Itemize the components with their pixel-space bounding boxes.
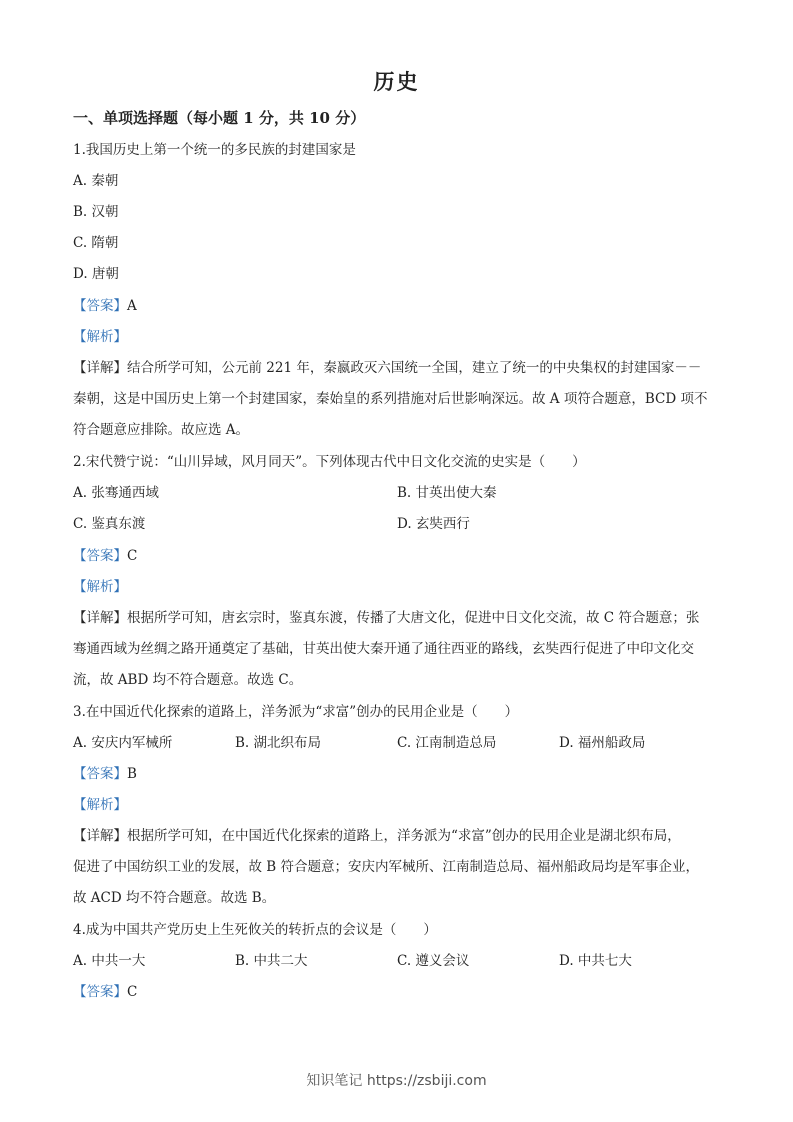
question-2-stem: 2.宋代赞宁说：“山川异域，风月同天”。下列体现古代中日文化交流的史实是（ ） xyxy=(73,454,586,470)
answer-tag: 【答案】 xyxy=(73,298,127,314)
question-1-detail-line-1 xyxy=(73,358,723,378)
detail-tag: 【详解】 xyxy=(73,828,127,844)
question-3-detail-line-2: 促进了中国纺织工业的发展，故 B 符合题意；安庆内军械所、江南制造总局、福州船政局均是军事企业， xyxy=(73,859,700,875)
question-1-stem: 1.我国历史上第一个统一的多民族的封建国家是 xyxy=(73,142,356,158)
question-4-option-d: D. 中共七大 xyxy=(559,953,632,969)
question-2-option-d: D. 玄奘西行 xyxy=(397,516,470,532)
answer-tag: 【答案】 xyxy=(73,984,127,1000)
question-3-option-a: A. 安庆内军械所 xyxy=(73,735,173,751)
answer-value: A xyxy=(127,298,137,314)
question-2-detail-line-1 xyxy=(73,608,723,628)
question-2-option-c: C. 鉴真东渡 xyxy=(73,516,146,532)
question-3-analysis-tag: 【解析】 xyxy=(73,797,127,813)
question-3-option-b: B. 湖北织布局 xyxy=(235,735,322,751)
answer-value: C xyxy=(127,984,138,1000)
question-2-detail-line-2: 骞通西域为丝绸之路开通奠定了基础，甘英出使大秦开通了通往西亚的路线，玄奘西行促进了中印文化交 xyxy=(73,641,694,657)
detail-text: 根据所学可知，唐玄宗时，鉴真东渡，传播了大唐文化，促进中日文化交流，故 C 符合题意；张 xyxy=(127,610,700,626)
question-1-option-d: D. 唐朝 xyxy=(73,266,119,282)
question-1-answer xyxy=(73,296,723,316)
footer-watermark: 知识笔记 https://zsbiji.com xyxy=(306,1073,487,1089)
question-2-analysis-tag: 【解析】 xyxy=(73,579,127,595)
question-3-option-c: C. 江南制造总局 xyxy=(397,735,497,751)
question-4-option-b: B. 中共二大 xyxy=(235,953,308,969)
detail-text: 根据所学可知，在中国近代化探索的道路上，洋务派为“求富”创办的民用企业是湖北织布局， xyxy=(127,828,681,844)
question-2-option-b: B. 甘英出使大秦 xyxy=(397,485,497,501)
question-2-detail-line-3: 流，故 ABD 均不符合题意。故选 C。 xyxy=(73,672,303,688)
section-heading: 一、单项选择题（每小题 1 分，共 10 分） xyxy=(73,109,366,127)
question-4-option-a: A. 中共一大 xyxy=(73,953,146,969)
question-1-analysis-tag: 【解析】 xyxy=(73,329,127,345)
answer-tag: 【答案】 xyxy=(73,766,127,782)
question-4-option-c: C. 遵义会议 xyxy=(397,953,470,969)
detail-tag: 【详解】 xyxy=(73,360,127,376)
question-1-detail-line-2: 秦朝，这是中国历史上第一个封建国家，秦始皇的系列措施对后世影响深远。故 A 项符合题意，BCD 项不 xyxy=(73,391,708,407)
page-title: 历史 xyxy=(373,69,420,94)
question-1-detail-line-3: 符合题意应排除。故应选 A。 xyxy=(73,422,250,438)
question-1-option-a: A. 秦朝 xyxy=(73,173,119,189)
question-3-answer xyxy=(73,764,723,784)
question-3-option-d: D. 福州船政局 xyxy=(559,735,646,751)
detail-tag: 【详解】 xyxy=(73,610,127,626)
question-2-option-a: A. 张骞通西域 xyxy=(73,485,159,501)
answer-value: B xyxy=(127,766,137,782)
question-3-stem: 3.在中国近代化探索的道路上，洋务派为“求富”创办的民用企业是（ ） xyxy=(73,704,519,720)
question-4-answer xyxy=(73,982,723,1002)
question-3-detail-line-3: 故 ACD 均不符合题意。故选 B。 xyxy=(73,890,276,906)
answer-tag: 【答案】 xyxy=(73,548,127,564)
question-1-option-c: C. 隋朝 xyxy=(73,235,119,251)
answer-value: C xyxy=(127,548,138,564)
question-1-option-b: B. 汉朝 xyxy=(73,204,119,220)
detail-text: 结合所学可知，公元前 221 年，秦嬴政灭六国统一全国，建立了统一的中央集权的封建国家－－ xyxy=(127,360,702,376)
question-3-detail-line-1 xyxy=(73,826,723,846)
question-4-stem: 4.成为中国共产党历史上生死攸关的转折点的会议是（ ） xyxy=(73,922,437,938)
question-2-answer xyxy=(73,546,723,566)
